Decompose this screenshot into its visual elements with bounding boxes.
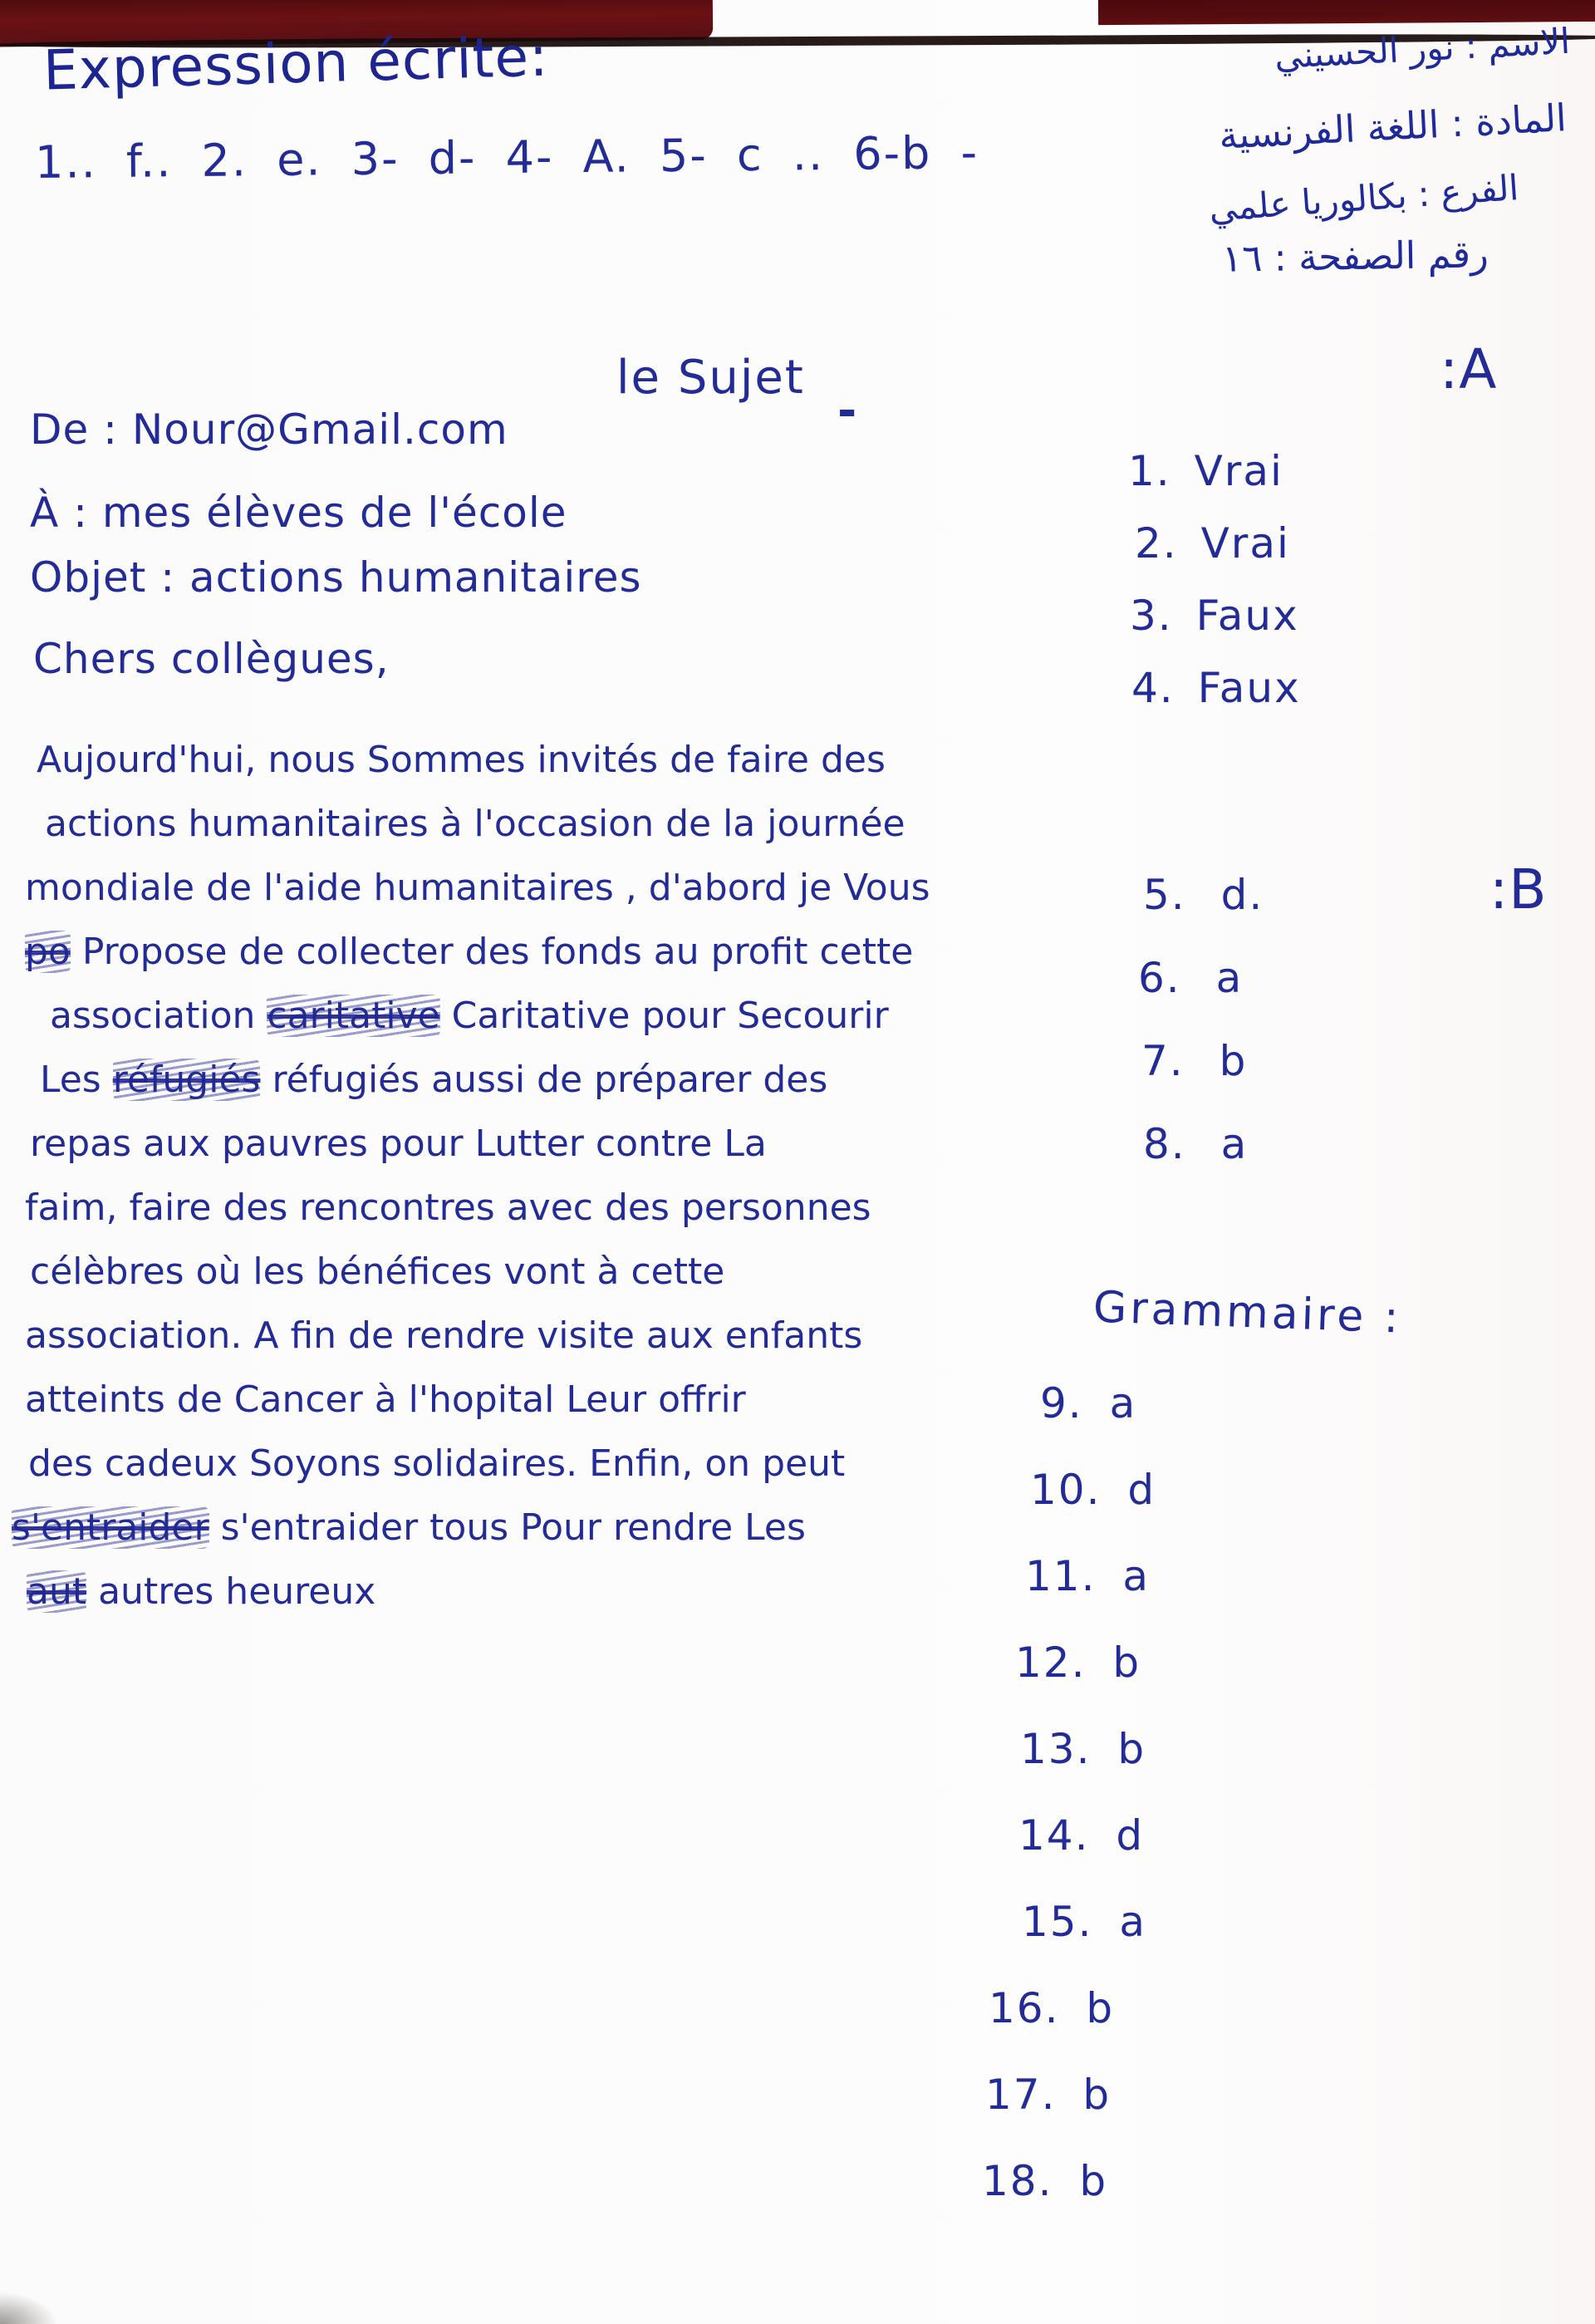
body-line	[25, 1304, 930, 1368]
answer-item: 1. Vrai	[1128, 447, 1283, 495]
body-text: atteints de Cancer à l'hopital Leur offrir	[25, 1378, 746, 1421]
answer-item: 9. a	[1040, 1379, 1137, 1427]
answer-item: 7. b	[1141, 1037, 1248, 1085]
body-line	[12, 1496, 930, 1560]
body-line	[25, 1368, 930, 1432]
section-b-list	[1138, 871, 1264, 1203]
answer-item: 11. a	[1025, 1552, 1151, 1600]
body-text: faim, faire des rencontres avec des personnes	[25, 1187, 871, 1229]
answer-item: 15. a	[1022, 1898, 1147, 1946]
struck-word: caritative	[267, 995, 440, 1037]
grammar-label: Grammaire :	[1092, 1282, 1403, 1344]
body-text: autres heureux	[86, 1570, 376, 1613]
body-text: mondiale de l'aide humanitaires , d'abord je Vous	[25, 867, 930, 909]
body-line	[27, 1560, 930, 1624]
answer-item: 5. d.	[1143, 871, 1264, 919]
answer-item: 13. b	[1020, 1725, 1146, 1773]
answer-item: 18. b	[982, 2157, 1108, 2205]
answer-item: 2. Vrai	[1135, 519, 1290, 567]
body-line	[30, 1240, 930, 1304]
arabic-branch-line: الفرع : بكالوريا علمي	[1207, 167, 1520, 229]
email-to-line: À : mes élèves de l'école	[30, 489, 567, 537]
answer-item: 8. a	[1143, 1120, 1249, 1168]
arabic-page-line: رقم الصفحة : ١٦	[1221, 232, 1489, 281]
scan-edge-top-right	[1098, 0, 1595, 25]
body-line	[25, 1176, 930, 1240]
body-text: repas aux pauvres pour Lutter contre La	[30, 1123, 767, 1165]
expression-ecrite-title: Expression écrite:	[42, 24, 550, 103]
answer-item: 4. Faux	[1131, 664, 1301, 712]
body-text: Propose de collecter des fonds au profit cette	[70, 931, 914, 973]
answer-item: 17. b	[985, 2071, 1112, 2119]
struck-word: réfugiés	[112, 1059, 261, 1101]
answer-item: 14. d	[1018, 1811, 1145, 1860]
answer-item: 16. b	[989, 1984, 1115, 2032]
body-text: des cadeux Soyons solidaires. Enfin, on peut	[28, 1442, 846, 1485]
scan-smudge	[0, 2292, 58, 2324]
arabic-name-line: الاسم : نور الحسيني	[1273, 20, 1572, 77]
section-b-label: :B	[1489, 857, 1548, 921]
body-line	[45, 792, 930, 856]
struck-word: s'entraider	[12, 1506, 209, 1549]
email-object-line: Objet : actions humanitaires	[30, 553, 642, 602]
answer-item: 12. b	[1015, 1639, 1141, 1687]
body-text: association. A fin de rendre visite aux enfants	[25, 1314, 863, 1357]
body-text: célèbres où les bénéfices vont à cette	[30, 1250, 725, 1293]
answer-item: 3. Faux	[1130, 592, 1299, 640]
sujet-heading: le Sujet	[616, 351, 805, 405]
body-text: Les	[40, 1059, 113, 1101]
body-text: réfugiés aussi de préparer des	[260, 1059, 828, 1101]
section-a-list	[1128, 447, 1301, 736]
body-text: Aujourd'hui, nous Sommes invités de faire des	[37, 739, 886, 781]
answer-item: 10. d	[1030, 1466, 1156, 1514]
body-text: actions humanitaires à l'occasion de la journée	[45, 803, 905, 845]
section-a-label: :A	[1440, 337, 1498, 401]
struck-word: aut	[27, 1570, 87, 1613]
body-text: s'entraider tous Pour rendre Les	[209, 1506, 806, 1549]
body-line	[50, 984, 930, 1048]
email-from-line: De : Nour@Gmail.com	[30, 405, 508, 454]
grammar-list	[982, 1379, 1166, 2243]
body-line	[30, 1112, 930, 1176]
email-salutation: Chers collègues,	[33, 635, 390, 683]
answer-item: 6. a	[1138, 954, 1244, 1002]
sujet-dash: -	[837, 384, 858, 438]
arabic-subject-line: المادة : اللغة الفرنسية	[1218, 96, 1568, 158]
email-body	[12, 728, 930, 1624]
struck-word: po	[25, 931, 71, 973]
expression-ecrite-answers: 1.. f.. 2. e. 3- d- 4- A. 5- c .. 6-b -	[34, 126, 979, 189]
body-line	[40, 1048, 930, 1112]
body-line	[25, 856, 930, 920]
body-line	[25, 920, 930, 984]
body-text: association	[50, 995, 267, 1037]
body-line	[28, 1432, 930, 1496]
body-line	[37, 728, 930, 792]
body-text: Caritative pour Secourir	[439, 995, 889, 1037]
